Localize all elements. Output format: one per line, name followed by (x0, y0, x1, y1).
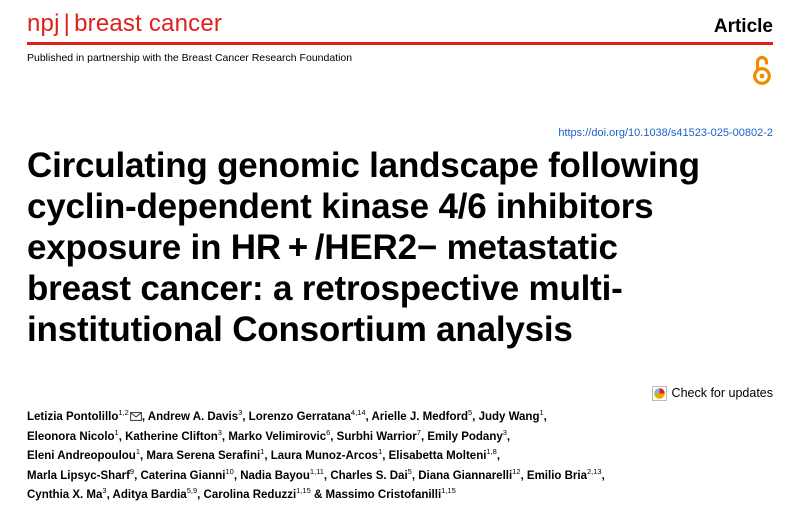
author-separator: , (242, 411, 249, 423)
title-line: breast cancer: a retrospective multi- (27, 269, 623, 308)
author-separator: , (106, 489, 113, 502)
author-affiliation: 1 (260, 447, 265, 457)
author-name[interactable]: Eleni Andreopoulou (27, 450, 136, 463)
author-name[interactable]: Diana Giannarelli (418, 469, 513, 482)
author-affiliation: 3 (217, 427, 222, 437)
author-name[interactable]: Aditya Bardia (112, 489, 187, 502)
author-name[interactable]: Eleonora Nicolo (27, 430, 115, 443)
author-name[interactable]: Katherine Clifton (125, 430, 218, 443)
author-affiliation: 1,15 (296, 486, 311, 496)
author-name[interactable]: Carolina Reduzzi (203, 489, 297, 502)
doi-link[interactable]: https://doi.org/10.1038/s41523-025-00802-2 (558, 127, 773, 139)
author-name[interactable]: Nadia Bayou (240, 469, 310, 482)
author-affiliation: 1,15 (441, 486, 456, 496)
author-separator: , (140, 450, 147, 463)
title-line: exposure in HR + /HER2− metastatic (27, 228, 618, 267)
author-separator: , (221, 430, 229, 443)
author-line (27, 447, 787, 467)
author-affiliation: 3 (238, 408, 243, 418)
author-separator: , (382, 450, 389, 463)
author-separator: , (520, 469, 527, 482)
author-affiliation: 3 (502, 427, 507, 437)
author-affiliation: 1 (378, 447, 383, 457)
author-affiliation: 5 (468, 408, 473, 418)
author-line (27, 408, 787, 428)
article-type-label: Article (713, 16, 773, 37)
author-line (27, 486, 787, 506)
title-line: institutional Consortium analysis (27, 310, 573, 349)
author-affiliation: 9 (129, 466, 135, 476)
author-affiliation: 7 (416, 427, 421, 437)
author-affiliation: 10 (225, 466, 234, 476)
email-icon[interactable] (130, 412, 142, 421)
partnership-note: Published in partnership with the Breast Cancer Research Foundation (27, 52, 353, 64)
author-separator: , (233, 469, 241, 482)
journal-name: breast cancer (74, 10, 223, 37)
title-line: Circulating genomic landscape following (27, 146, 700, 185)
author-separator: , (506, 430, 511, 443)
author-affiliation: 5,9 (186, 486, 198, 496)
author-affiliation: 1,2 (118, 408, 129, 418)
open-access-lock-icon (751, 53, 773, 87)
author-affiliation: 6 (326, 427, 331, 437)
journal-prefix: npj (27, 10, 60, 37)
author-name[interactable]: Lorenzo Gerratana (248, 411, 351, 423)
author-affiliation: 3 (102, 486, 107, 496)
author-affiliation: 5 (407, 466, 412, 476)
author-name[interactable]: Emily Podany (427, 430, 503, 443)
author-affiliation: 1,11 (309, 466, 324, 476)
author-name[interactable]: Massimo Cristofanilli (325, 489, 442, 502)
author-name[interactable]: Elisabetta Molteni (388, 450, 487, 463)
author-affiliation: 4,14 (350, 408, 366, 418)
article-title (27, 145, 777, 350)
author-separator: , (472, 411, 479, 423)
author-name[interactable]: Judy Wang (478, 411, 540, 423)
author-affiliation: 2,13 (586, 466, 602, 476)
header-rule (27, 42, 773, 45)
author-affiliation: 12 (512, 466, 521, 476)
author-separator: , (365, 411, 372, 423)
author-name[interactable]: Surbhi Warrior (336, 430, 417, 443)
author-separator: , (197, 489, 204, 502)
author-affiliation: 1 (135, 447, 140, 457)
author-affiliation: 1,8 (486, 447, 497, 457)
author-name[interactable]: Marla Lipsyc-Sharf (27, 469, 130, 482)
author-separator: , (141, 411, 148, 423)
author-name[interactable]: Caterina Gianni (140, 469, 226, 482)
author-name[interactable]: Arielle J. Medford (371, 411, 468, 423)
title-line: cyclin-dependent kinase 4/6 inhibitors (27, 187, 654, 226)
author-name[interactable]: Laura Munoz-Arcos (270, 450, 379, 463)
author-name[interactable]: Letizia Pontolillo (27, 411, 119, 423)
author-affiliation: 1 (114, 427, 119, 437)
author-separator: , (411, 469, 419, 482)
author-name[interactable]: Emilio Bria (526, 469, 587, 482)
author-line (27, 467, 787, 487)
check-for-updates-label: Check for updates (671, 386, 773, 400)
author-separator: , (496, 450, 501, 463)
journal-separator: | (63, 10, 71, 37)
author-separator: , (601, 469, 605, 482)
author-final-separator: & (310, 489, 326, 502)
author-list (27, 408, 787, 506)
check-for-updates-button[interactable] (652, 384, 773, 402)
journal-masthead (27, 9, 222, 39)
author-separator: , (134, 469, 141, 482)
author-name[interactable]: Mara Serena Serafini (146, 450, 261, 463)
author-separator: , (118, 430, 126, 443)
author-separator: , (323, 469, 331, 482)
author-name[interactable]: Cynthia X. Ma (27, 489, 103, 502)
author-line (27, 428, 787, 448)
author-separator: , (264, 450, 271, 463)
author-separator: , (543, 411, 547, 423)
check-for-updates-icon (652, 386, 667, 401)
author-name[interactable]: Charles S. Dai (330, 469, 408, 482)
author-name[interactable]: Marko Velimirovic (228, 430, 327, 443)
author-affiliation: 1 (539, 408, 544, 418)
author-separator: , (420, 430, 428, 443)
author-separator: , (330, 430, 337, 443)
author-name[interactable]: Andrew A. Davis (147, 411, 239, 423)
